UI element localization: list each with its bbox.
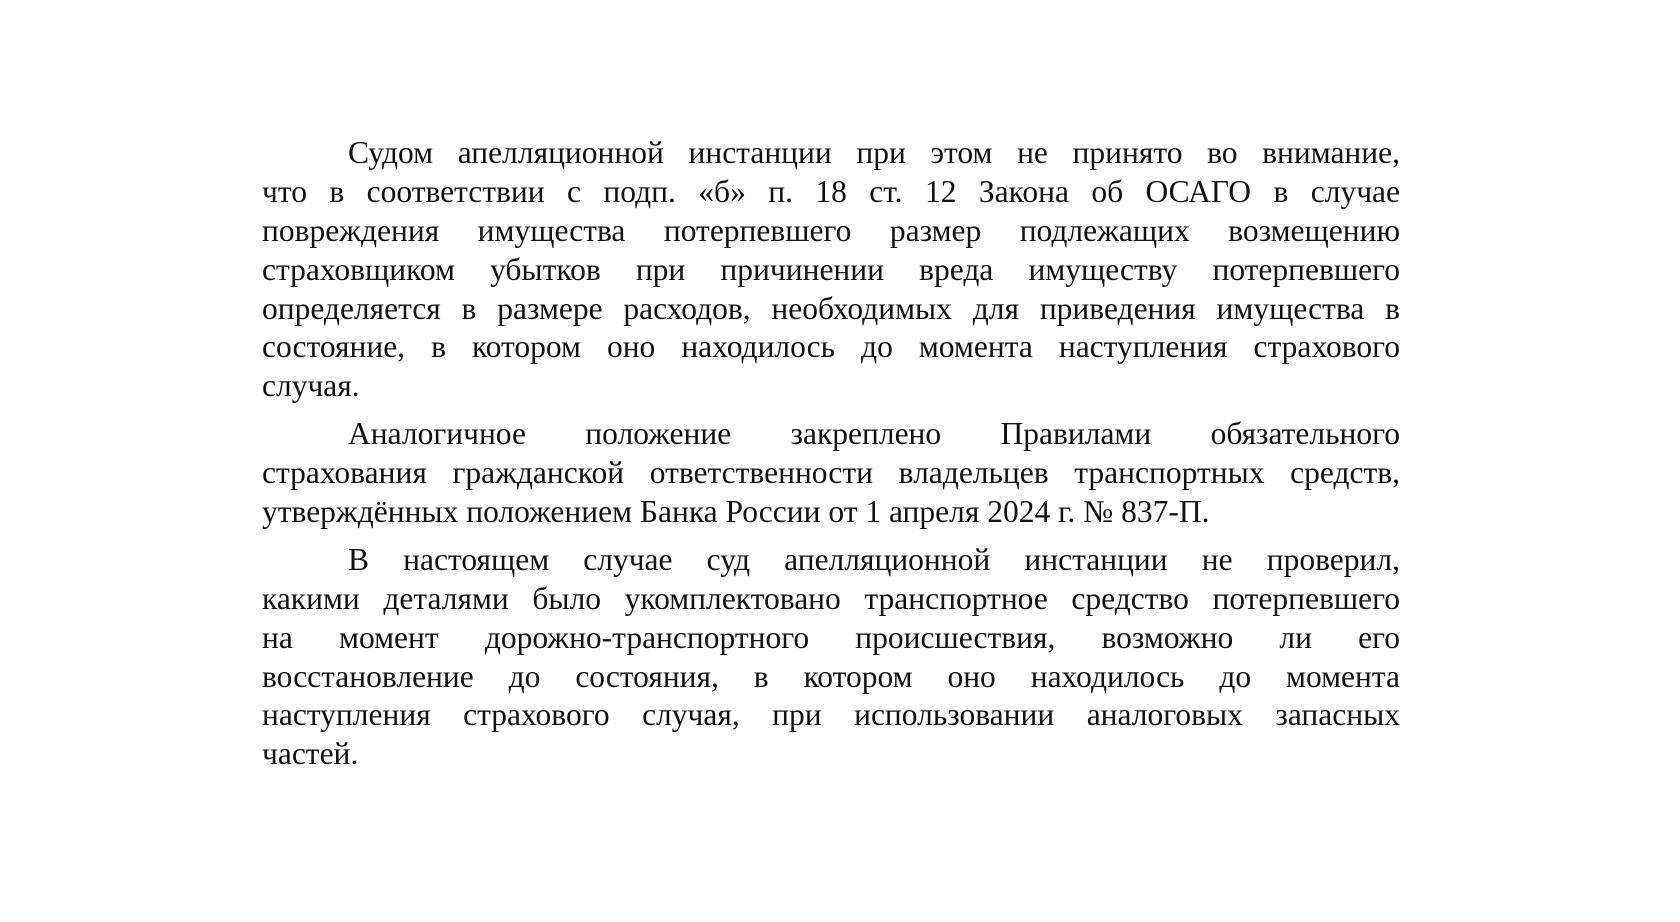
paragraph-line: повреждения имущества потерпевшего размер подлежащих возмещению: [262, 212, 1400, 248]
paragraph-spacer: [262, 532, 1400, 541]
paragraph-line: что в соответствии с подп. «б» п. 18 ст. 12 Закона об ОСАГО в случае: [262, 173, 1400, 209]
paragraph-line: В настоящем случае суд апелляционной инстанции не проверил,: [348, 541, 1400, 577]
paragraph-line: на момент дорожно-транспортного происшествия, возможно ли его: [262, 619, 1400, 655]
paragraph-line: случая.: [262, 368, 360, 404]
paragraph-line: утверждённых положением Банка России от 1 апреля 2024 г. № 837-П.: [262, 494, 1210, 530]
paragraph-1: [262, 134, 1400, 406]
paragraph-line: Судом апелляционной инстанции при этом не принято во внимание,: [348, 135, 1400, 170]
paragraph-line: Аналогичное положение закреплено Правилами обязательного: [348, 416, 1400, 452]
paragraph-line: какими деталями было укомплектовано транспортное средство потерпевшего: [262, 580, 1400, 616]
paragraph-spacer: [262, 406, 1400, 415]
paragraph-line: состояние, в котором оно находилось до момента наступления страхового: [262, 329, 1400, 365]
paragraph-line: страховщиком убытков при причинении вреда имуществу потерпевшего: [262, 251, 1400, 287]
paragraph-line: определяется в размере расходов, необходимых для приведения имущества в: [262, 290, 1400, 326]
paragraph-line: страхования гражданской ответственности владельцев транспортных средств,: [262, 455, 1400, 491]
paragraph-3: [262, 541, 1400, 774]
document-body: [262, 134, 1400, 774]
paragraph-line: частей.: [262, 736, 359, 772]
paragraph-2: [262, 415, 1400, 532]
paragraph-line: наступления страхового случая, при использовании аналоговых запасных: [262, 697, 1400, 733]
paragraph-line: восстановление до состояния, в котором оно находилось до момента: [262, 658, 1400, 694]
